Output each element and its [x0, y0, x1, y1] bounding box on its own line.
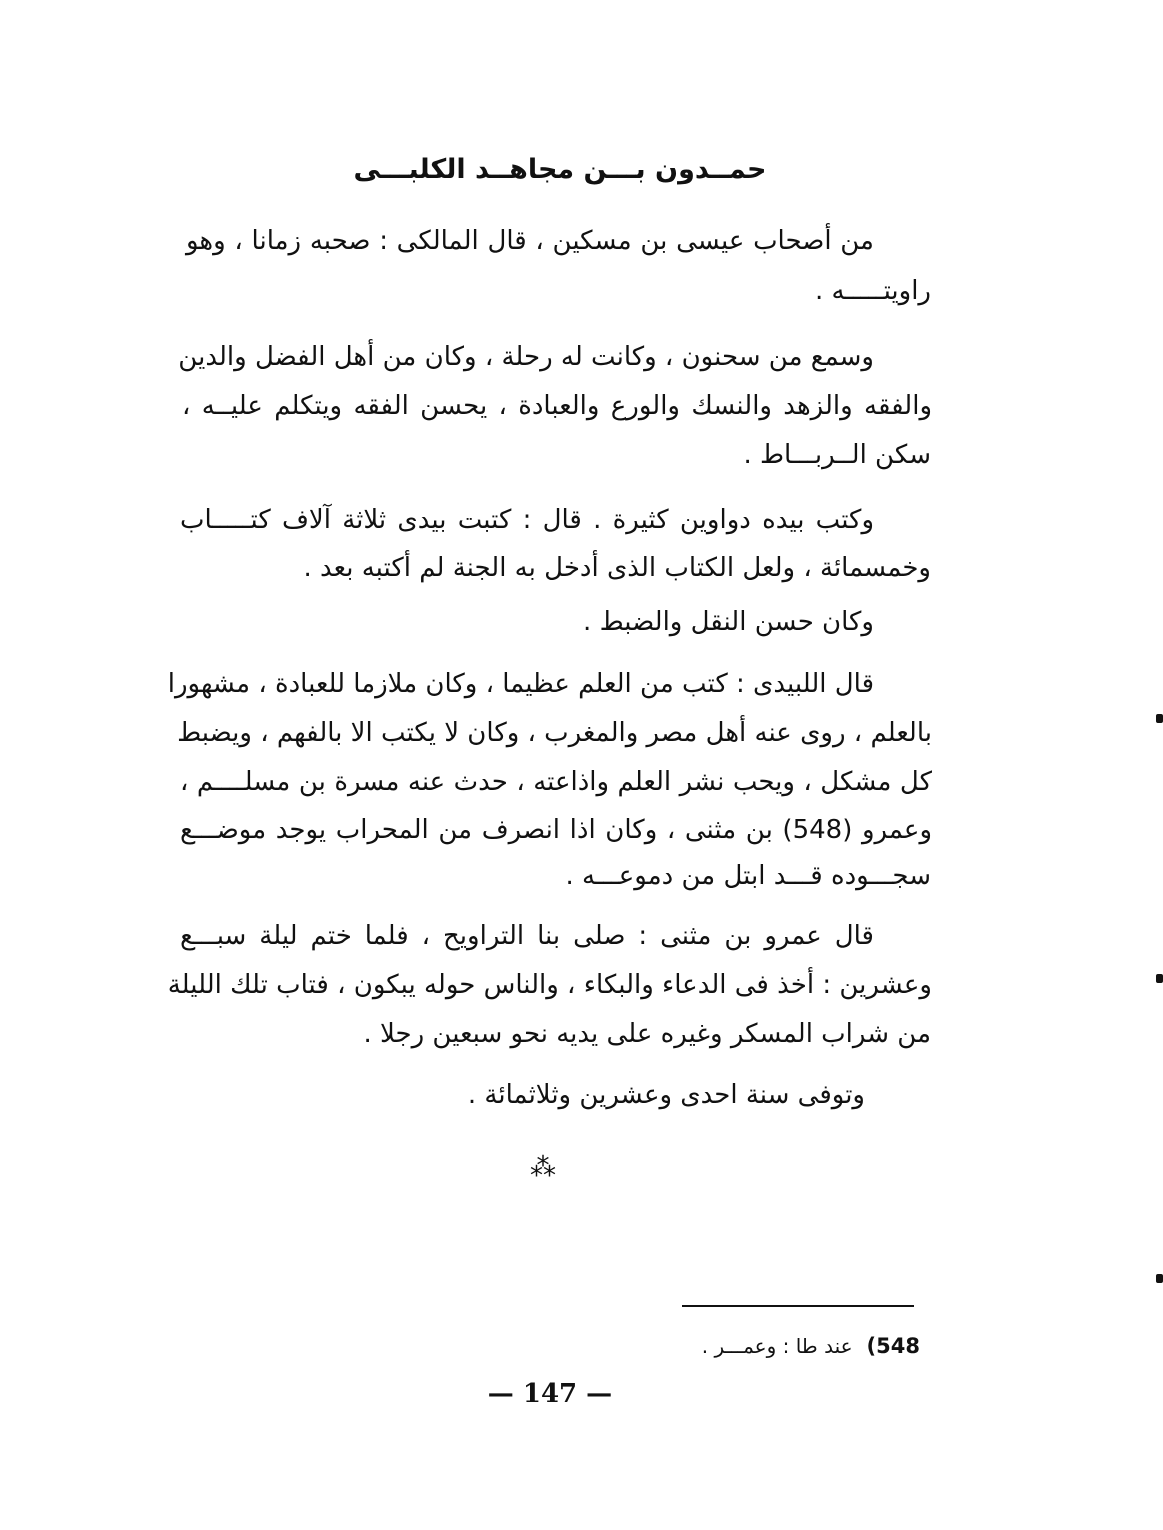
body-line: وعشرين : أخذ فى الدعاء والبكاء ، والناس حوله يبكون ، فتاب تلك الليلة [167, 970, 932, 1000]
body-line: وتوفى سنة احدى وعشرين وثلاثمائة . [467, 1080, 865, 1110]
body-line: بالعلم ، روى عنه أهل مصر والمغرب ، وكان لا يكتب الا بالفهم ، ويضبط [177, 718, 932, 748]
body-line: من أصحاب عيسى بن مسكين ، قال المالكى : صحبه زمانا ، وهو [186, 226, 874, 256]
body-line: قال اللبيدى : كتب من العلم عظيما ، وكان ملازما للعبادة ، مشهورا [167, 669, 874, 699]
body-line: وخمسمائة ، ولعل الكتاب الذى أدخل به الجنة لم أكتبه بعد . [303, 553, 931, 583]
body-line: كل مشكل ، ويحب نشر العلم واذاعته ، حدث عنه مسرة بن مسلــــم ، [180, 767, 932, 797]
body-line: وكان حسن النقل والضبط . [583, 607, 874, 637]
page-title: حمــدون بـــن مجاهــد الكلبـــى [353, 154, 767, 185]
body-line: من شراب المسكر وغيره على يديه نحو سبعين رجلا . [363, 1019, 931, 1049]
footnote-text: عند طا : وعمـــر . [701, 1334, 853, 1358]
body-line: وسمع من سحنون ، وكانت له رحلة ، وكان من أهل الفضل والدين [178, 342, 874, 372]
section-end-asterism: ⁂ [530, 1153, 556, 1183]
footnote-number: 548) [866, 1334, 920, 1358]
body-line: وعمرو (548) بن مثنى ، وكان اذا انصرف من المحراب يوجد موضـــع [180, 815, 933, 845]
body-line: راويتـــــه . [815, 276, 931, 306]
body-line: سجـــوده قـــد ابتل من دموعـــه . [565, 861, 931, 891]
scan-edge-mark [1156, 714, 1163, 723]
body-line: والفقه والزهد والنسك والورع والعبادة ، يحسن الفقه ويتكلم عليــه ، [182, 391, 932, 421]
body-line: قال عمرو بن مثنى : صلى بنا التراويح ، فلما ختم ليلة سبـــع [180, 921, 874, 951]
scan-edge-mark [1156, 1274, 1163, 1283]
body-line: سكن الــربـــاط . [743, 440, 931, 470]
footnote [702, 1329, 920, 1363]
page-number: — 147 — [487, 1379, 613, 1409]
body-line: وكتب بيده دواوين كثيرة . قال : كتبت بيدى ثلاثة آلاف كتـــــاب [180, 505, 874, 535]
scan-edge-mark [1156, 974, 1163, 983]
footnote-rule [682, 1305, 914, 1307]
